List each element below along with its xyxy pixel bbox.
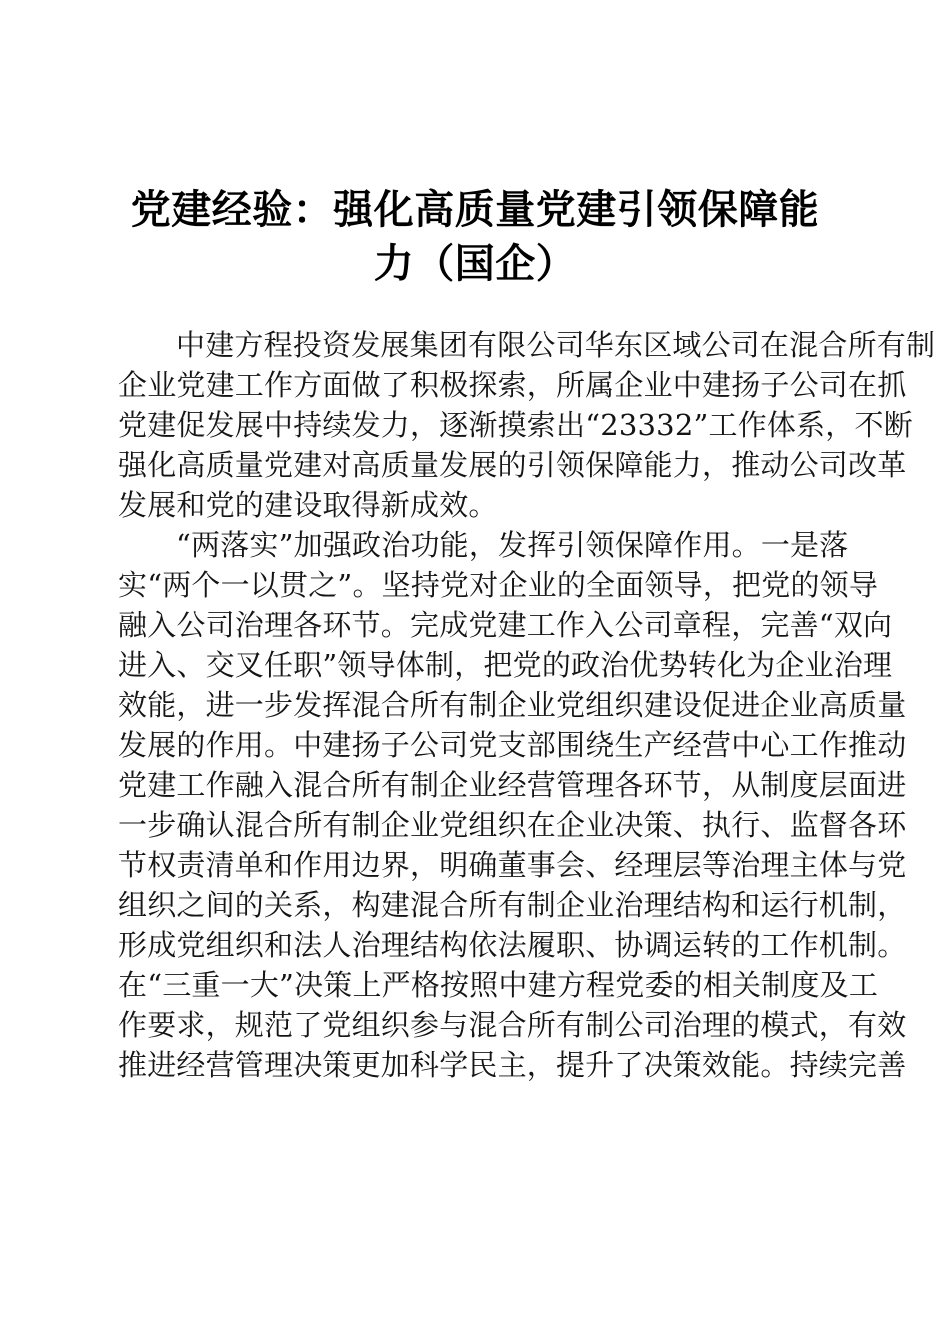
paragraph-line: 发展和党的建设取得新成效。 (118, 488, 498, 522)
page-title (118, 183, 832, 291)
paragraph (118, 525, 907, 1085)
paragraph-line: 在“三重一大”决策上严格按照中建方程党委的相关制度及工 (118, 968, 879, 1002)
paragraph-line: 作要求，规范了党组织参与混合所有制公司治理的模式，有效 (118, 1008, 907, 1042)
paragraph-line: 实“两个一以贯之”。坚持党对企业的全面领导，把党的领导 (118, 568, 879, 602)
paragraph-line: 党建促发展中持续发力，逐渐摸索出“23332”工作体系，不断 (118, 408, 913, 442)
paragraph-line: 效能，进一步发挥混合所有制企业党组织建设促进企业高质量 (118, 688, 907, 722)
paragraph-line: 融入公司治理各环节。完成党建工作入公司章程，完善“双向 (118, 608, 893, 642)
document-body (118, 325, 936, 1085)
paragraph-line: 组织之间的关系，构建混合所有制企业治理结构和运行机制， (118, 888, 907, 922)
paragraph-line: 企业党建工作方面做了积极探索，所属企业中建扬子公司在抓 (118, 368, 907, 402)
paragraph-line: 进入、交叉任职”领导体制，把党的政治优势转化为企业治理 (118, 648, 893, 682)
paragraph-line: 形成党组织和法人治理结构依法履职、协调运转的工作机制。 (118, 928, 907, 962)
paragraph-line: 推进经营管理决策更加科学民主，提升了决策效能。持续完善 (118, 1048, 907, 1082)
paragraph (118, 325, 936, 525)
paragraph-line: 一步确认混合所有制企业党组织在企业决策、执行、监督各环 (118, 808, 907, 842)
paragraph-line: 强化高质量党建对高质量发展的引领保障能力，推动公司改革 (118, 448, 907, 482)
paragraph-line: “两落实”加强政治功能，发挥引领保障作用。一是落 (176, 528, 849, 562)
paragraph-line: 发展的作用。中建扬子公司党支部围绕生产经营中心工作推动 (118, 728, 907, 762)
page-title-line: 党建经验：强化高质量党建引领保障能 (130, 185, 820, 233)
paragraph-line: 节权责清单和作用边界，明确董事会、经理层等治理主体与党 (118, 848, 907, 882)
paragraph-line: 党建工作融入混合所有制企业经营管理各环节，从制度层面进 (118, 768, 907, 802)
paragraph-line: 中建方程投资发展集团有限公司华东区域公司在混合所有制 (176, 328, 936, 362)
page-title-line: 力（国企） (373, 239, 577, 287)
